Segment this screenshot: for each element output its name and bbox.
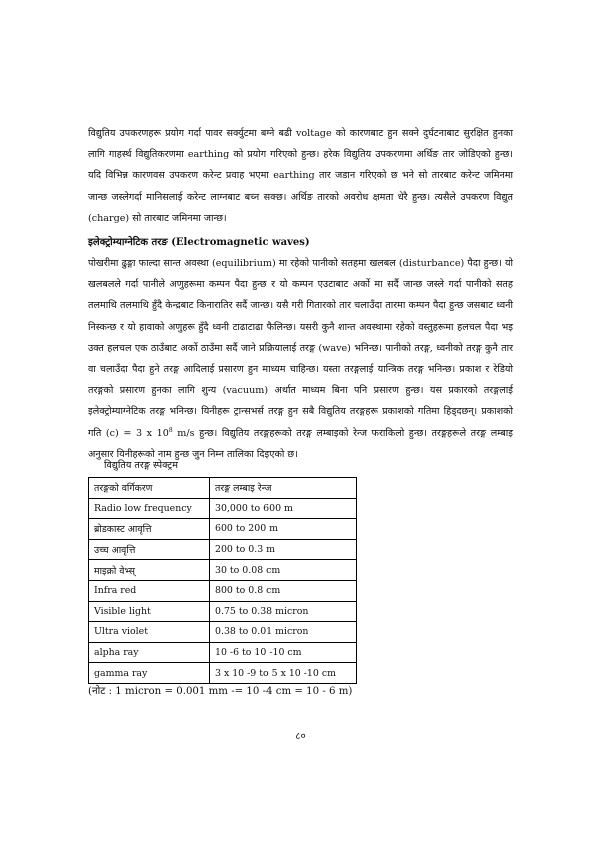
earthing-paragraph: विद्युतिय उपकरणहरू प्रयोग गर्दा पावर सर्क्युटमा बग्ने बढी voltage को कारणबाट हुन सक्ने दुर्घटनाबाट सुरक्षित हुनका लागि गाहर्स्थ विद्युतिकरणमा earthing को प्रयोग गरिएको हुन्छ। हरेक विद्युतिय उपकरणमा अर्थिङ तार जोडिएको हुन्छ। यदि विभिन्न कारणवस उपकरण करेन्ट प्रवाह भएमा earthing तार जडान गरिएको छ भने सो तारबाट करेन्ट जमिनमा जान्छ जस्लेगर्दा मानिसलाई करेन्ट लाग्नबाट बच्न सक्छ। अर्थिङ तारको अवरोध क्षमता धेरै हुन्छ। त्यसैले उपकरण विद्युत (charge) सो तारबाट जमिनमा जान्छ। <box>88 128 513 224</box>
table-row <box>89 642 357 663</box>
wave-type-cell: Ultra violet <box>89 622 210 643</box>
wave-type-cell: Infra red <box>89 580 210 601</box>
table-row <box>89 519 357 540</box>
table-header-row <box>89 478 357 499</box>
table-row <box>89 622 357 643</box>
wave-type-cell: alpha ray <box>89 642 210 663</box>
header-cell-range: तरङ्ग लम्बाइ रेन्ज <box>210 478 357 499</box>
table-row <box>89 663 357 684</box>
table-row <box>89 560 357 581</box>
note-text: (नोट : 1 micron = 0.001 mm -= 10 -4 cm = 10 - 6 m) <box>88 686 353 697</box>
paragraph-text-part2: m/s हुन्छ। विद्युतिय तरङ्गहरूको तरङ्ग लम्बाइको रेन्ज फराकिलो हुन्छ। तरङ्गहरूले तरङ्ग लम्बाइ अनुसार यिनीहरूको नाम हुन्छ जुन निम्न तालिका दिइएको छ। <box>88 427 513 460</box>
table-row <box>89 580 357 601</box>
wave-type-cell: Visible light <box>89 601 210 622</box>
wave-type-cell: उच्च आवृत्ति <box>89 539 210 560</box>
wavelength-range-cell: 0.75 to 0.38 micron <box>210 601 357 622</box>
wavelength-range-cell: 600 to 200 m <box>210 519 357 540</box>
wavelength-range-cell: 3 x 10 -9 to 5 x 10 -10 cm <box>210 663 357 684</box>
wavelength-range-cell: 800 to 0.8 cm <box>210 580 357 601</box>
header-cell-classification: तरङ्गको वर्गिकरण <box>89 478 210 499</box>
table-row <box>89 498 357 519</box>
wavelength-range-cell: 10 -6 to 10 -10 cm <box>210 642 357 663</box>
spectrum-table <box>88 477 357 684</box>
page-number: ८० <box>295 731 306 742</box>
table-row <box>89 539 357 560</box>
table-caption: विद्युतिय तरङ्ग स्पेक्ट्रम <box>104 460 178 471</box>
wave-type-cell: Radio low frequency <box>89 498 210 519</box>
paragraph-text-part1: पोखरीमा ढुङ्गा फाल्दा सान्त अवस्था (equilibrium) मा रहेको पानीको सतहमा खलबल (disturbance) पैदा हुन्छ। यो खलबलले गर्दा पानीले अणुहरूमा कम्पन पैदा हुन्छ र यो कम्पन एउटाबाट अर्को मा सर्दै जान्छ जस्ले गर्दा पानीको सतह तलमाथि तलमाथि हुँदै केन्द्रबाट किनारातिर सर्दै जान्छ। यसै गरी गितारको तार चलाउँदा तारमा कम्पन पैदा हुन्छ जसबाट ध्वनी निस्कन्छ र यो हावाको अणुहरू हुँदै ध्वनी टाढाटाढा फैलिन्छ। यसरी कुनै शान्त अवस्थामा रहेको वस्तुहरूमा हलचल पैदा भइ उक्त हलचल एक ठाउँबाट अर्को ठाउँमा सर्दै जाने प्रक्रियालाई तरङ्ग (wave) भनिन्छ। पानीको तरङ्ग, ध्वनीको तरङ्ग कुनै तार वा चलाउँदा पैदा हुने तरङ्ग आदिलाई प्रसारण हुन माध्यम चाहिन्छ। यस्ता तरङ्गलाई यान्त्रिक तरङ्ग भनिन्छ। प्रकाश र रेडियो तरङ्गको प्रसारण हुनका लागि शुन्य (vacuum) अर्थात माध्यम बिना पनि प्रसारण हुन्छ। यस प्रकारको तरङ्गलाई इलेक्ट्रोम्याग्नेटिक तरङ्ग भनिन्छ। यिनीहरू ट्रान्सभर्स तरङ्ग हुन सबै विद्युतिय तरङ्गहरू प्रकाशको गतिमा हिड्दछन्। प्रकाशको गति (c) = 3 x 10 <box>88 258 513 439</box>
electromagnetic-paragraph <box>88 253 513 465</box>
wave-type-cell: माइक्रो वेभ्स् <box>89 560 210 581</box>
section-heading: इलेक्ट्रोम्याग्नेटिक तरङ (Electromagnetic waves) <box>88 237 310 248</box>
exponent: 8 <box>168 426 173 434</box>
wavelength-range-cell: 200 to 0.3 m <box>210 539 357 560</box>
wave-type-cell: gamma ray <box>89 663 210 684</box>
table-row <box>89 601 357 622</box>
wavelength-range-cell: 30,000 to 600 m <box>210 498 357 519</box>
wavelength-range-cell: 0.38 to 0.01 micron <box>210 622 357 643</box>
wave-type-cell: ब्रोडकास्ट आवृत्ति <box>89 519 210 540</box>
wavelength-range-cell: 30 to 0.08 cm <box>210 560 357 581</box>
